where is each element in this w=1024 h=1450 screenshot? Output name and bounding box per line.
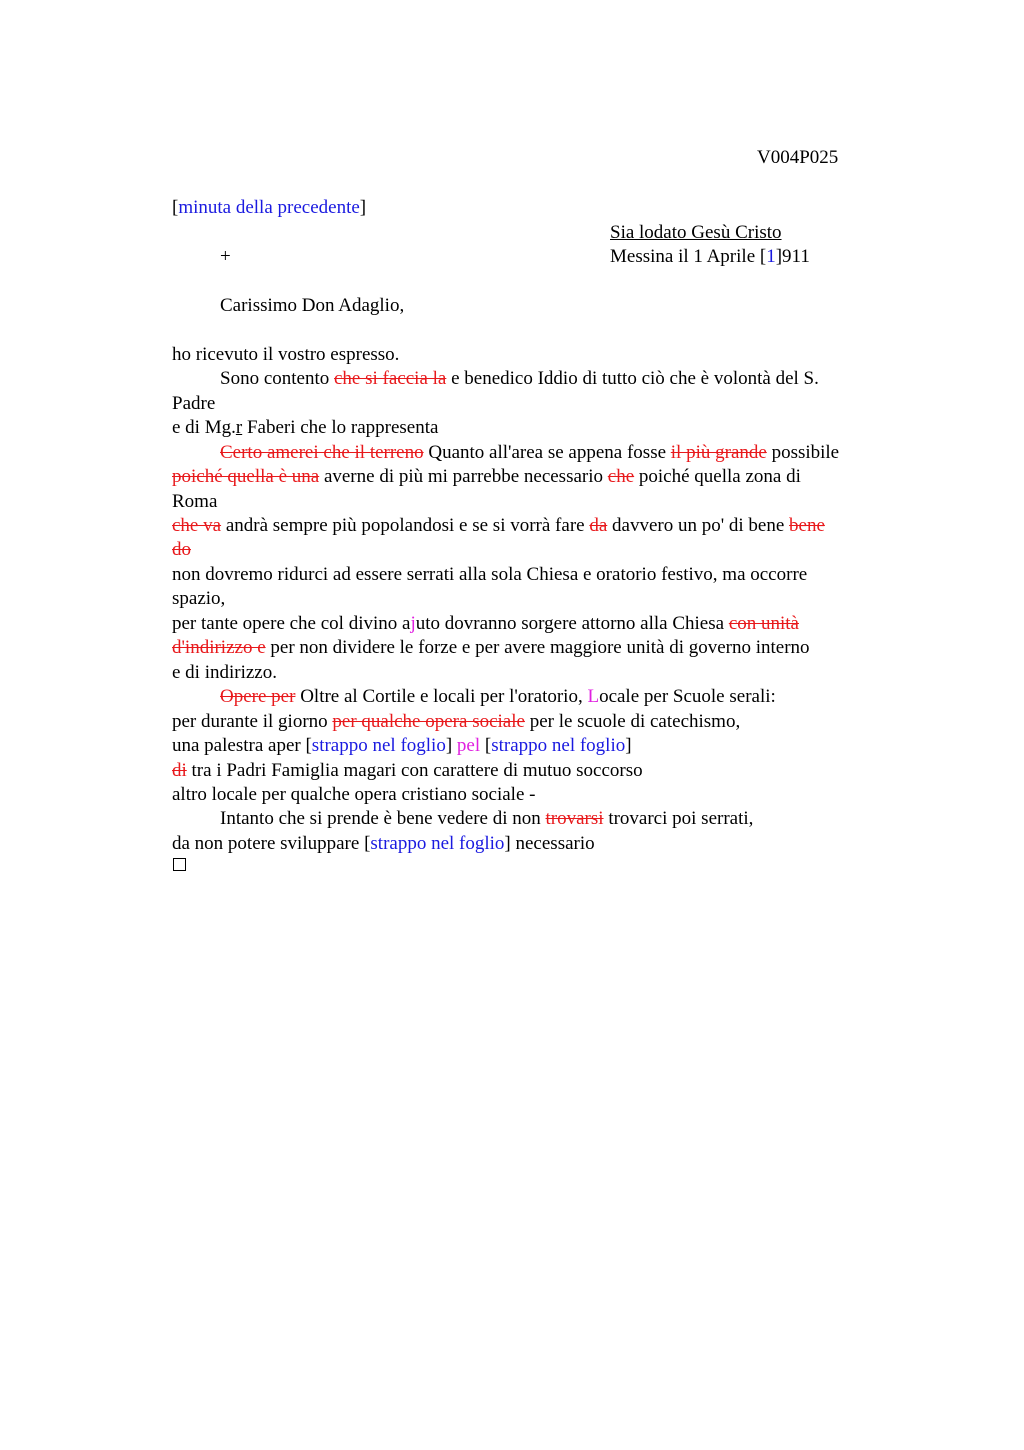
place-date: Messina il 1 Aprile [1]911 <box>610 246 810 267</box>
text-line: Padre <box>172 393 216 414</box>
salutation: Carissimo Don Adaglio, <box>220 295 405 316</box>
text-line: di tra i Padri Famiglia magari con carattere di mutuo soccorso <box>172 760 643 781</box>
text-line: non dovremo ridurci ad essere serrati alla sola Chiesa e oratorio festivo, ma occorre <box>172 564 808 585</box>
text-line: ho ricevuto il vostro espresso. <box>172 344 400 365</box>
text-line: e di Mg.r Faberi che lo rappresenta <box>172 417 439 438</box>
text-line: che va andrà sempre più popolandosi e se si vorrà fare da davvero un po' di bene bene <box>172 515 825 536</box>
text-line: spazio, <box>172 588 226 609</box>
text-line: Sono contento che si faccia la e benedico Iddio di tutto ciò che è volontà del S. <box>220 368 819 389</box>
empty-square-icon <box>173 858 186 871</box>
torn-note: strappo nel foglio <box>370 833 505 854</box>
text-line: Opere per Oltre al Cortile e locali per l'oratorio, Locale per Scuole serali: <box>220 686 776 707</box>
text-line: Certo amerei che il terreno Quanto all'area se appena fosse il più grande possibile <box>220 442 840 463</box>
text-line: poiché quella è una averne di più mi parrebbe necessario che poiché quella zona di <box>172 466 801 487</box>
text-line: altro locale per qualche opera cristiano sociale - <box>172 784 536 805</box>
text-line: per tante opere che col divino ajuto dovranno sorgere attorno alla Chiesa con unità <box>172 613 799 634</box>
cross-symbol: + <box>220 246 231 267</box>
text-line: da non potere sviluppare [strappo nel foglio] necessario <box>172 833 595 854</box>
torn-note: strappo nel foglio <box>491 735 626 756</box>
text-line: per durante il giorno per qualche opera sociale per le scuole di catechismo, <box>172 711 741 732</box>
editorial-note: [minuta della precedente] <box>172 197 367 218</box>
document-code: V004P025 <box>757 147 839 168</box>
motto: Sia lodato Gesù Cristo <box>610 222 782 243</box>
torn-note: strappo nel foglio <box>311 735 446 756</box>
text-line: Roma <box>172 491 218 512</box>
text-line: d'indirizzo e per non dividere le forze e per avere maggiore unità di governo interno <box>172 637 810 658</box>
text-line: una palestra aper [strappo nel foglio] pel [strappo nel foglio] <box>172 735 632 756</box>
text-line: e di indirizzo. <box>172 662 277 683</box>
text-line: do <box>172 539 191 560</box>
text-line: Intanto che si prende è bene vedere di non trovarsi trovarci poi serrati, <box>220 808 754 829</box>
